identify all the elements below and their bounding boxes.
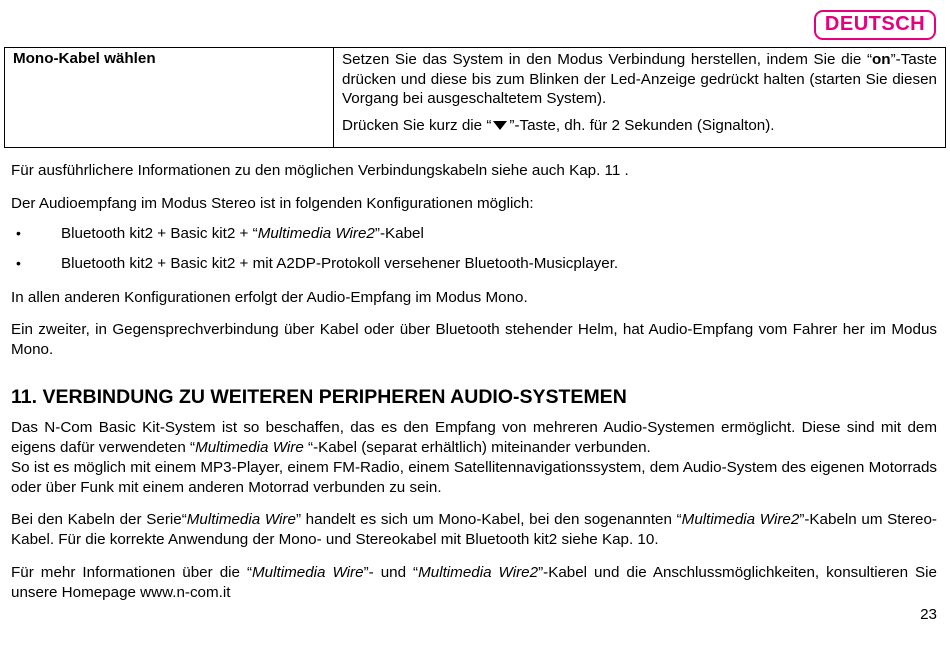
page-number: 23: [920, 606, 937, 623]
bullet-icon: •: [16, 255, 21, 271]
table-row: [5, 48, 946, 148]
paragraph: Das N-Com Basic Kit-System ist so beschaffen, das es den Empfang von mehreren Audio-Systemen ermöglicht. Diese sind mit dem eigens dafür verwendeten “Multimedia Wire “-Kabel (separat erhältlich) miteinander verbunden.: [11, 419, 937, 456]
on-key-label: on: [872, 51, 891, 68]
paragraph: Ein zweiter, in Gegensprechverbindung über Kabel oder über Bluetooth stehender Helm, hat Audio-Empfang vom Fahrer her im Modus Mono.: [11, 321, 937, 358]
list-item: Bluetooth kit2 + Basic kit2 + “Multimedia Wire2”-Kabel: [61, 225, 424, 242]
paragraph: Für ausführlichere Informationen zu den möglichen Verbindungskabeln siehe auch Kap. 11 .: [11, 162, 629, 179]
paragraph: Der Audioempfang im Modus Stereo ist in folgenden Konfigurationen möglich:: [11, 195, 534, 212]
command-step-2: Drücken Sie kurz die “ ”-Taste, dh. für 2 Sekunden (Signalton).: [342, 116, 775, 134]
command-description: [334, 48, 946, 148]
down-arrow-icon: [493, 121, 507, 130]
section-heading: 11. VERBINDUNG ZU WEITEREN PERIPHEREN AUDIO-SYSTEMEN: [11, 386, 627, 408]
list-item: Bluetooth kit2 + Basic kit2 + mit A2DP-Protokoll versehener Bluetooth-Musicplayer.: [61, 255, 619, 272]
language-badge: DEUTSCH: [814, 10, 936, 40]
command-step-1: Setzen Sie das System in den Modus Verbindung herstellen, indem Sie die “on”-Taste drücken und diese bis zum Blinken der Led-Anzeige gedrückt halten (starten Sie diesen Vorgang bei ausgeschaltetem System).: [342, 51, 937, 107]
paragraph: Für mehr Informationen über die “Multimedia Wire”- und “Multimedia Wire2”-Kabel und die Anschlussmöglichkeiten, konsultieren Sie unsere Homepage www.n-com.it: [11, 564, 938, 601]
command-table: [4, 47, 946, 148]
command-label: Mono-Kabel wählen: [5, 48, 334, 148]
bullet-icon: •: [16, 225, 21, 241]
paragraph: So ist es möglich mit einem MP3-Player, einem FM-Radio, einem Satellitennavigationssystem, dem Audio-System des eigenen Motorrads oder über Funk mit einem anderen Motorrad verbunden zu sein.: [11, 459, 937, 496]
paragraph: Bei den Kabeln der Serie“Multimedia Wire” handelt es sich um Mono-Kabel, bei den sogenannten “Multimedia Wire2”-Kabeln um Stereo-Kabel. Für die korrekte Anwendung der Mono- und Stereokabel mit Bluetooth kit2 siehe Kap. 10.: [11, 511, 937, 548]
paragraph: In allen anderen Konfigurationen erfolgt der Audio-Empfang im Modus Mono.: [11, 289, 528, 306]
